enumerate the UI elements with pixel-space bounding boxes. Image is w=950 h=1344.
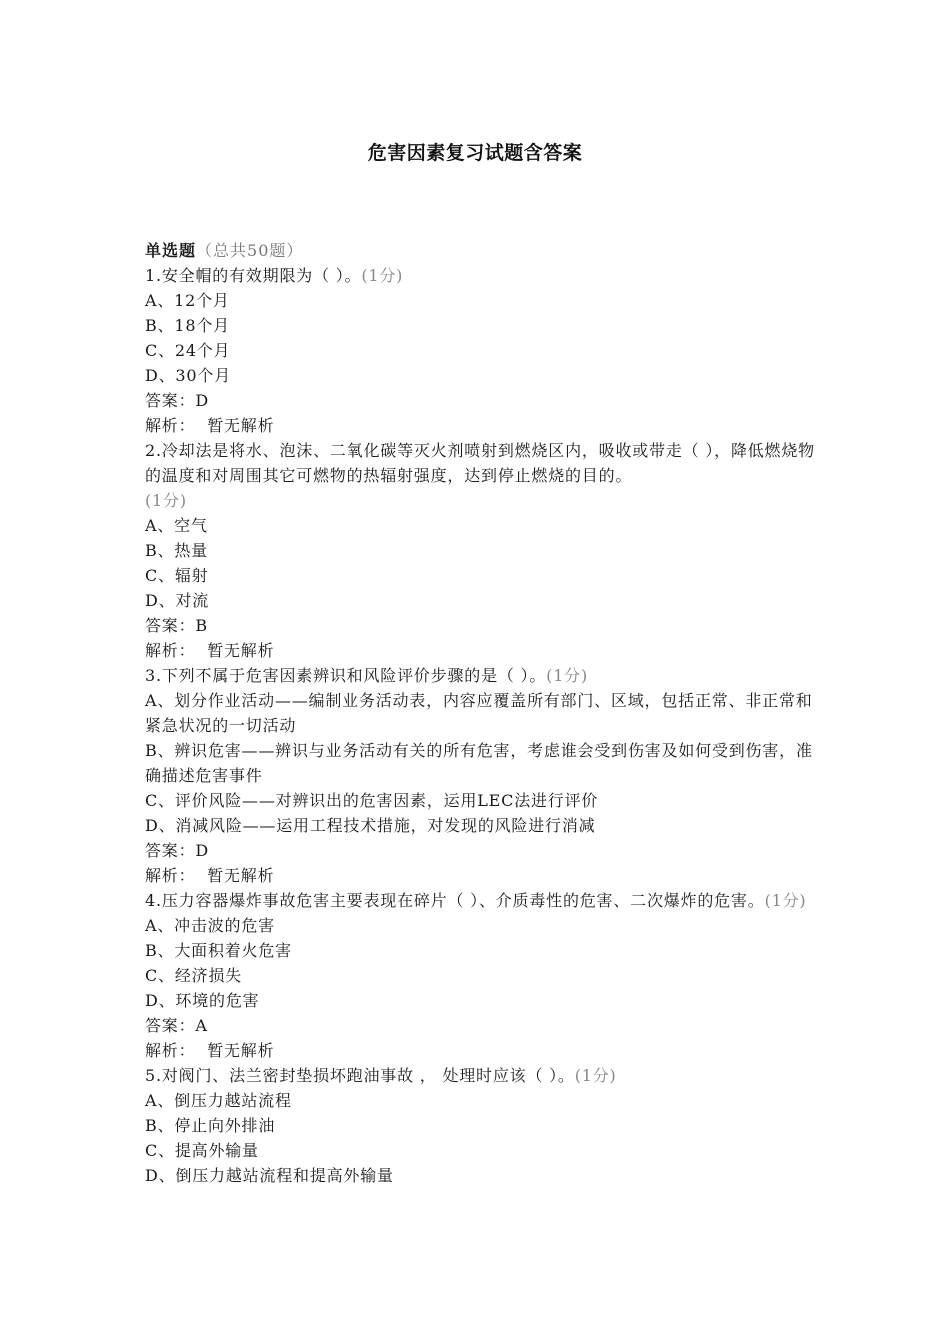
section-title: 单选题 — [145, 241, 197, 260]
analysis-label: 解析： — [145, 416, 196, 435]
question-1 — [145, 263, 825, 438]
answer-label: 答案： — [145, 616, 196, 635]
analysis-value: 暂无解析 — [207, 866, 275, 885]
option-a: A、12个月 — [145, 291, 230, 310]
question-stem — [145, 663, 825, 688]
analysis-line — [145, 1038, 825, 1063]
section-heading — [145, 238, 825, 263]
answer-line — [145, 838, 825, 863]
analysis-line — [145, 863, 825, 888]
option-a: A、倒压力越站流程 — [145, 1091, 292, 1110]
option-a: A、空气 — [145, 516, 208, 535]
analysis-label: 解析： — [145, 866, 196, 885]
analysis-line — [145, 413, 825, 438]
option-c: C、辐射 — [145, 566, 209, 585]
document-body — [145, 238, 825, 1188]
analysis-label: 解析： — [145, 1041, 196, 1060]
analysis-value: 暂无解析 — [207, 1041, 275, 1060]
question-score: (1分) — [764, 891, 807, 910]
question-stem — [145, 1063, 825, 1088]
analysis-value: 暂无解析 — [207, 641, 275, 660]
answer-value: B — [195, 616, 208, 635]
answer-label: 答案： — [145, 841, 196, 860]
option-b: B、热量 — [145, 541, 208, 560]
option-c: C、评价风险——对辨识出的危害因素，运用LEC法进行评价 — [145, 791, 599, 810]
option-b: B、辨识危害——辨识与业务活动有关的所有危害，考虑谁会受到伤害及如何受到伤害，准确描述危害事件 — [145, 741, 813, 785]
answer-label: 答案： — [145, 391, 196, 410]
question-stem-text: 2.冷却法是将水、泡沫、二氧化碳等灭火剂喷射到燃烧区内，吸收或带走（ ），降低燃烧物的温度和对周围其它可燃物的热辐射强度，达到停止燃烧的目的。 — [145, 441, 815, 485]
analysis-label: 解析： — [145, 641, 196, 660]
question-stem — [145, 263, 825, 288]
question-stem-text: 1.安全帽的有效期限为（ ）。 — [145, 266, 362, 285]
option-c: C、提高外输量 — [145, 1141, 259, 1160]
question-score: (1分) — [546, 666, 589, 685]
option-b: B、18个月 — [145, 316, 230, 335]
question-score: (1分) — [145, 491, 187, 510]
answer-line — [145, 613, 825, 638]
question-stem-text: 3.下列不属于危害因素辨识和风险评价步骤的是（ ）。 — [145, 666, 547, 685]
question-3 — [145, 663, 825, 888]
answer-line — [145, 388, 825, 413]
option-d: D、倒压力越站流程和提高外输量 — [145, 1166, 394, 1185]
option-a: A、冲击波的危害 — [145, 916, 275, 935]
option-d: D、30个月 — [145, 366, 231, 385]
section-note: （总共50题） — [196, 241, 304, 260]
answer-value: A — [195, 1016, 208, 1035]
question-2 — [145, 438, 825, 663]
option-c: C、经济损失 — [145, 966, 243, 985]
option-c: C、24个月 — [145, 341, 231, 360]
answer-value: D — [195, 841, 210, 860]
question-stem-text: 5.对阀门、法兰密封垫损坏跑油事故 ， 处理时应该（ ）。 — [145, 1066, 575, 1085]
option-b: B、停止向外排油 — [145, 1116, 276, 1135]
question-score: (1分) — [574, 1066, 617, 1085]
option-b: B、大面积着火危害 — [145, 941, 292, 960]
option-d: D、环境的危害 — [145, 991, 260, 1010]
answer-value: D — [195, 391, 210, 410]
answer-line — [145, 1013, 825, 1038]
option-d: D、消减风险——运用工程技术措施，对发现的风险进行消减 — [145, 816, 596, 835]
question-stem — [145, 888, 825, 913]
analysis-line — [145, 638, 825, 663]
option-d: D、对流 — [145, 591, 210, 610]
question-stem — [145, 438, 825, 513]
document-title: 危害因素复习试题含答案 — [367, 142, 583, 164]
question-4 — [145, 888, 825, 1063]
question-5 — [145, 1063, 825, 1188]
analysis-value: 暂无解析 — [207, 416, 275, 435]
answer-label: 答案： — [145, 1016, 196, 1035]
question-stem-text: 4.压力容器爆炸事故危害主要表现在碎片（ ）、介质毒性的危害、二次爆炸的危害。 — [145, 891, 765, 910]
option-a: A、划分作业活动——编制业务活动表，内容应覆盖所有部门、区域，包括正常、非正常和紧急状况的一切活动 — [145, 691, 813, 735]
question-score: (1分) — [361, 266, 404, 285]
